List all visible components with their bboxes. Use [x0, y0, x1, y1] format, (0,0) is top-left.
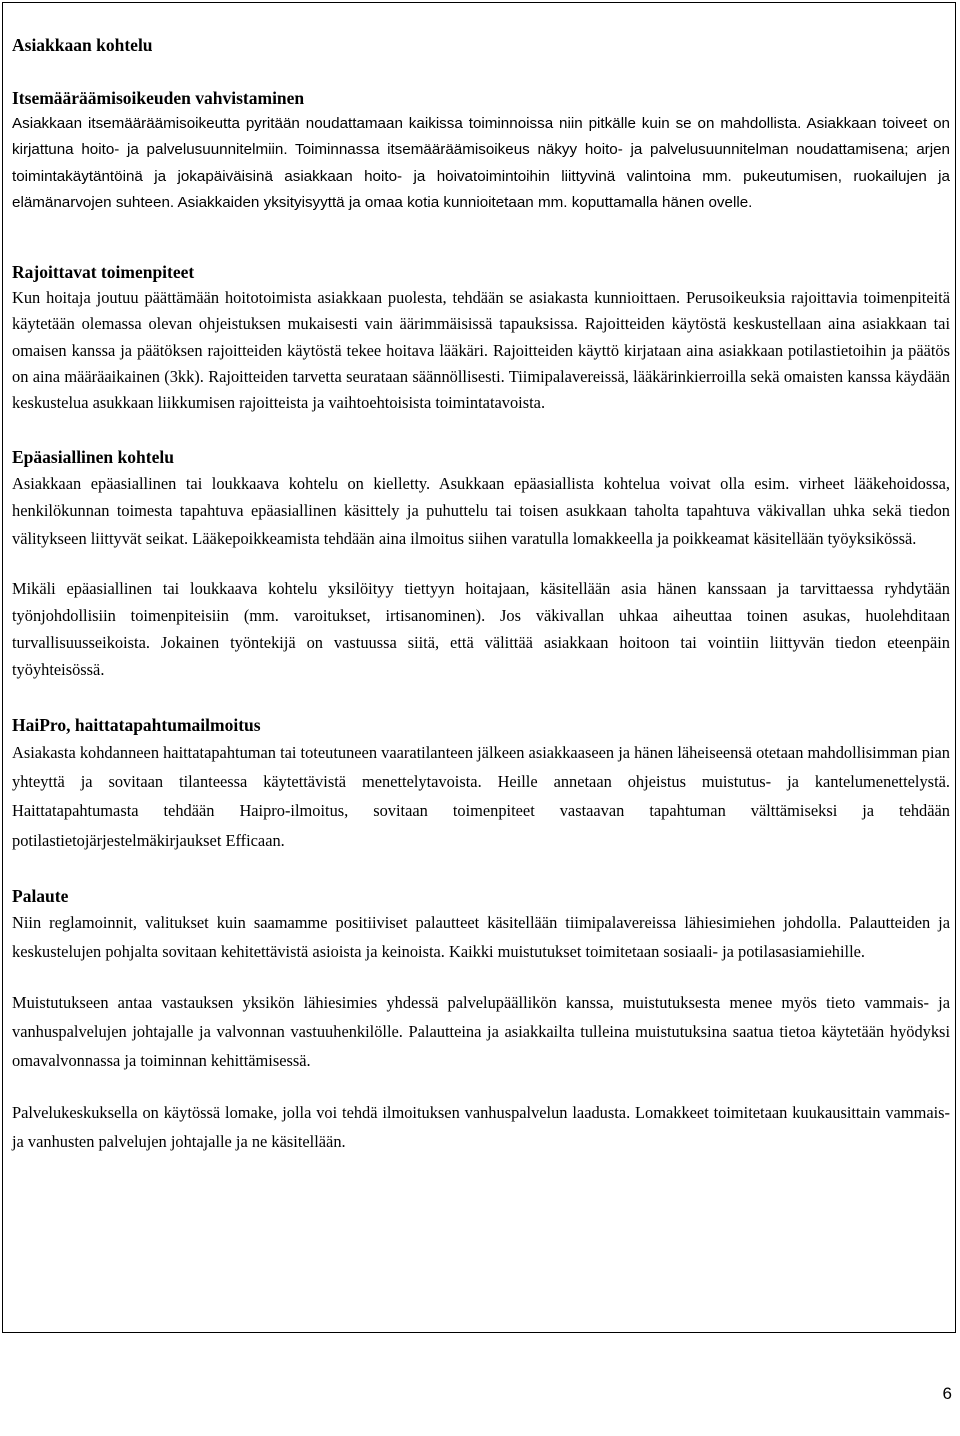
document-content: [12, 32, 950, 1185]
section-paragraph: Asiakkaan itsemääräämisoikeutta pyritään noudattamaan kaikissa toiminnoissa niin pitkälle kuin se on mahdollista. Asiakkaan toiveet on kirjattuna hoito- ja palvelusuunnitelmiin. Toiminnassa itsemääräämisoikeus näkyy hoito- ja palvelusuunnitelman noudattamisena; arjen toimintakäytäntöinä ja jokapäiväisinä asiakkaan hoito- ja hoivatoimintoihin liittyvinä valintoina mm. pukeutumisen, ruokailujen ja elämänarvojen suhteen. Asiakkaiden yksityisyyttä ja omaa kotia kunnioitetaan mm. koputtamalla hänen ovelle.: [12, 115, 950, 211]
section-feedback: [12, 884, 950, 1157]
section-restrictive-measures: [12, 260, 950, 416]
section-paragraph: Niin reglamoinnit, valitukset kuin saamamme positiiviset palautteet käsitellään tiimipalavereissa lähiesimiehen johdolla. Palautteiden ja keskustelujen pohjalta sovitaan kehitettävistä asioista ja keinoista. Kaikki muistutukset toimitetaan sosiaali- ja potilasasiamiehille.: [12, 912, 950, 961]
page-number: 6: [942, 1384, 952, 1403]
section-paragraph: Palvelukeskuksella on käytössä lomake, jolla voi tehdä ilmoituksen vanhuspalvelun laadusta. Lomakkeet toimitetaan kuukausittain vammais- ja vanhusten palvelujen johtajalle ja ne käsitellään.: [12, 1102, 950, 1151]
section-paragraph: Kun hoitaja joutuu päättämään hoitotoimista asiakkaan puolesta, tehdään se asiakasta kunnioittaen. Perusoikeuksia rajoittavia toimenpiteitä käytetään olemassa olevan ohjeistuksen mukaisesti vain äärimmäisissä tapauksissa. Rajoitteiden käytöstä keskustellaan aina asiakkaan tai omaisen kanssa ja päätöksen rajoitteiden käytöstä tekee hoitava lääkäri. Rajoitteiden käyttö kirjataan aina asiakkaan potilastietoihin ja päätös on aina määräaikainen (3kk). Rajoitteiden tarvetta seurataan säännöllisesti. Tiimipalavereissä, lääkärinkierroilla sekä omaisten kanssa käydään keskustelua asukkaan liikkumisen rajoitteista ja vaihtoehtoisista toimintatavoista.: [12, 288, 950, 412]
section-paragraph: Asiakasta kohdanneen haittatapahtuman tai toteutuneen vaaratilanteen jälkeen asiakkaaseen ja hänen läheiseensä otetaan mahdollisimman pian yhteyttä ja sovitaan tilanteessa käytettävistä menettelytavoista. Heille annetaan ohjeistus muistutus- ja kantelumenettelystä. Haittatapahtumasta tehdään Haipro-ilmoitus, sovitaan toimenpiteet vastaavan tapahtuman välttämiseksi ja tehdään potilastietojärjestelmäkirjaukset Efficaan.: [12, 742, 950, 850]
section-heading: Epäasiallinen kohtelu: [12, 447, 174, 468]
section-haipro: [12, 713, 950, 855]
section-heading: HaiPro, haittatapahtumailmoitus: [12, 714, 261, 735]
section-paragraph: Asiakkaan epäasiallinen tai loukkaava kohtelu on kielletty. Asukkaan epäasiallista kohtelua voivat olla esim. virheet lääkehoidossa, henkilökunnan toimesta tapahtuva epäasiallinen käsittely ja puhuttelu tai toisen asukkaan taholta tapahtuva väkivallan uhka sekä tiedon välitykseen liittyvät seikat. Lääkepoikkeamista tehdään aina ilmoitus siihen varatulla lomakkeella ja poikkeamat käsitellään työyksikössä.: [12, 474, 950, 548]
section-inappropriate-treatment: [12, 445, 950, 683]
page-title: Asiakkaan kohtelu: [12, 35, 153, 55]
section-heading: Itsemääräämisoikeuden vahvistaminen: [12, 88, 305, 108]
section-heading: Palaute: [12, 885, 69, 906]
section-paragraph: Muistutukseen antaa vastauksen yksikön lähiesimies yhdessä palvelupäällikön kanssa, muistutuksesta menee myös tieto vammais- ja vanhuspalvelujen johtajalle ja valvonnan vastuuhenkilölle. Palautteina ja asiakkailta tulleina muistutuksina saatua tietoa käytetään hyödyksi omavalvonnassa ja toiminnan kehittämisessä.: [12, 993, 950, 1070]
section-self-determination: [12, 86, 950, 216]
section-paragraph: Mikäli epäasiallinen tai loukkaava kohtelu yksilöityy tiettyyn hoitajaan, käsitellään asia hänen kanssaan ja tarvittaessa ryhdytään työnjohdollisiin toimenpiteisiin (mm. varoitukset, irtisanominen). Jos väkivallan uhkaa aiheuttaa toinen asukas, huolehditaan turvallisuusseikoista. Jokainen työntekijä on vastuussa siitä, että välittää asiakkaan hoitoon tai vointiin liittyvän tiedon eteenpäin työyhteisössä.: [12, 578, 950, 680]
section-heading: Rajoittavat toimenpiteet: [12, 262, 195, 283]
